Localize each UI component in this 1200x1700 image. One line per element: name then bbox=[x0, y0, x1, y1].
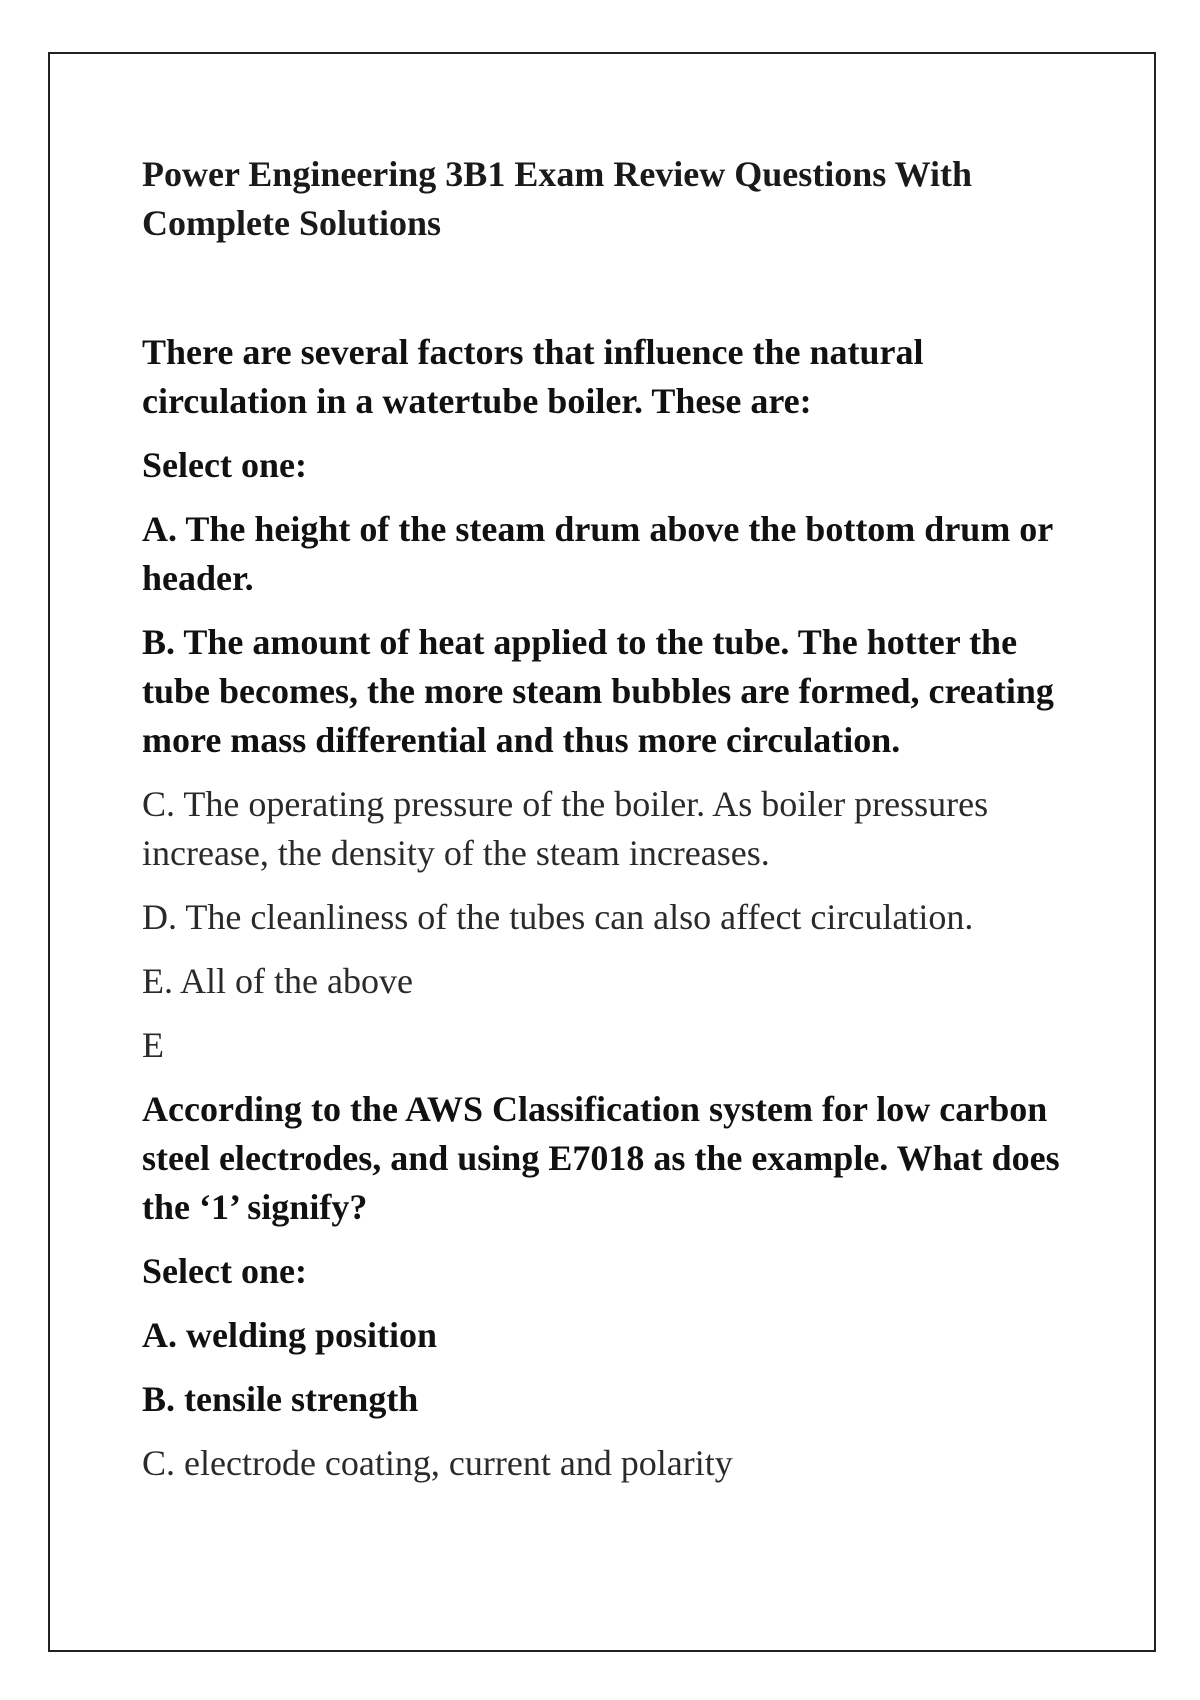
question-1 bbox=[142, 328, 1062, 1070]
question-2-option-c: C. electrode coating, current and polarity bbox=[142, 1443, 733, 1483]
question-1-select-prompt: Select one: bbox=[142, 445, 307, 485]
question-2-option-a: A. welding position bbox=[142, 1315, 438, 1355]
question-1-text: There are several factors that influence the natural circulation in a watertube boiler. These are: bbox=[142, 332, 924, 421]
question-2-select-prompt: Select one: bbox=[142, 1251, 307, 1291]
question-1-option-e: E. All of the above bbox=[142, 961, 413, 1001]
question-1-answer: E bbox=[142, 1025, 164, 1065]
question-1-option-a: A. The height of the steam drum above the bottom drum or header. bbox=[142, 509, 1053, 598]
question-1-option-b: B. The amount of heat applied to the tube. The hotter the tube becomes, the more steam bubbles are formed, creating more mass differential and thus more circulation. bbox=[142, 622, 1054, 760]
document-title: Power Engineering 3B1 Exam Review Questions With Complete Solutions bbox=[142, 154, 973, 243]
question-1-option-d: D. The cleanliness of the tubes can also affect circulation. bbox=[142, 897, 974, 937]
question-2 bbox=[142, 1085, 1062, 1488]
question-1-option-c: C. The operating pressure of the boiler. As boiler pressures increase, the density of the steam increases. bbox=[142, 784, 989, 873]
question-2-option-b: B. tensile strength bbox=[142, 1379, 419, 1419]
document-body bbox=[142, 150, 1062, 1503]
question-2-text: According to the AWS Classification system for low carbon steel electrodes, and using E7018 as the example. What does the ‘1’ signify? bbox=[142, 1089, 1060, 1227]
